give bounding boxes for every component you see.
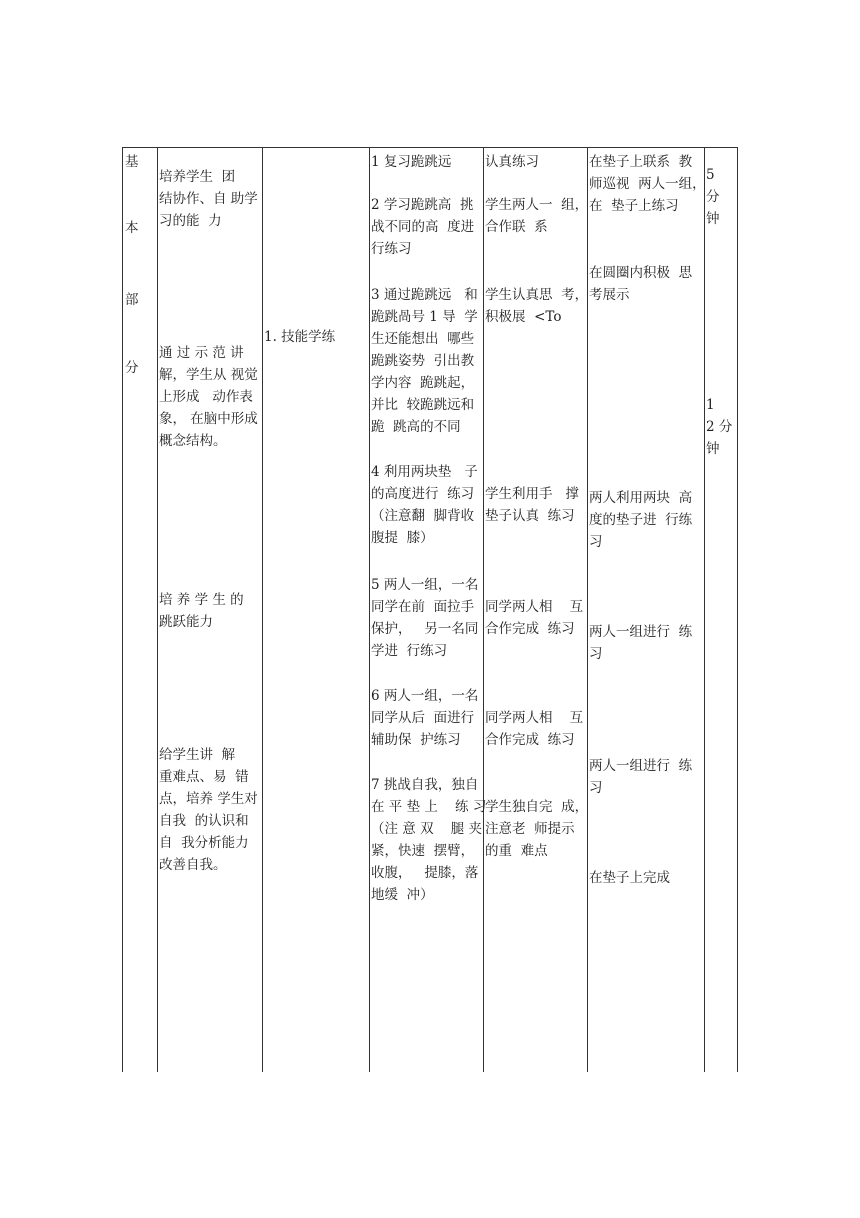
table-divider-3 [369, 147, 370, 1072]
student-line: 注意老 师提示 [485, 821, 575, 837]
step-line: 跪 跳高的不同 [371, 419, 461, 435]
student-line: 学生利用手 撑 [485, 486, 579, 502]
student-line: 合作联 系 [485, 219, 548, 235]
student-line: 学生认真思 考， [485, 287, 589, 303]
objective-block [159, 589, 262, 633]
objective-line: 解，学生从 视觉 [159, 367, 258, 383]
student-line: 合作完成 练习 [485, 621, 575, 637]
objective-line: 结协作、自 助学 [159, 191, 258, 207]
objective-block [159, 166, 262, 232]
objective-line: 点，培养 学生对 [159, 791, 258, 807]
organization-line: 在垫子上完成 [589, 870, 670, 886]
table-divider-2 [262, 147, 263, 1072]
table-border-left [122, 147, 123, 1072]
organization-line: 师巡视 两人一组， [589, 176, 706, 192]
student-line: 同学两人相 互 [485, 710, 584, 726]
table-divider-4 [483, 147, 484, 1072]
step-line: 紧，快速 摆臂， [371, 843, 475, 859]
section-label-char: 本 [125, 220, 139, 236]
step-line: 4 利用两块垫 子 [371, 464, 478, 480]
step-line: 1 复习跪跳远 [371, 154, 452, 170]
organization-block [589, 487, 692, 553]
time-line: 钟 [706, 211, 720, 227]
objective-line: 重难点、易 错 [159, 769, 249, 785]
table-divider-1 [157, 147, 158, 1072]
student-line: 认真练习 [485, 154, 539, 170]
objective-line: 概念结构。 [159, 433, 227, 449]
objective-block [159, 744, 262, 876]
step-line: 保护， 另一名同 [371, 621, 479, 637]
student-line: 学生独自完 成， [485, 799, 589, 815]
objective-line: 象， 在脑中形成 [159, 411, 258, 427]
objective-line: 自 我分析能力 [159, 835, 249, 851]
objective-line: 跳跃能力 [159, 614, 213, 630]
step-line: 3 通过跪跳远 和 [371, 287, 478, 303]
organization-block [589, 867, 670, 889]
step-line: 辅助保 护练习 [371, 732, 461, 748]
organization-line: 习 [589, 780, 603, 796]
step-block [371, 151, 451, 173]
student-line: 同学两人相 互 [485, 599, 584, 615]
objective-line: 习的能 力 [159, 213, 222, 229]
organization-block [589, 621, 692, 665]
organization-line: 在 垫子上练习 [589, 198, 679, 214]
table-divider-6 [704, 147, 705, 1072]
objective-block [159, 342, 262, 452]
table-border-top [122, 147, 738, 148]
organization-block [589, 151, 706, 217]
objective-line: 上形成 动作表 [159, 389, 253, 405]
student-line: 的重 难点 [485, 843, 548, 859]
organization-line: 考展示 [589, 287, 630, 303]
organization-line: 度的垫子进 行练 [589, 512, 693, 528]
step-line: 地缓 冲） [371, 887, 434, 903]
step-line: 行练习 [371, 241, 412, 257]
time-line: 分 [706, 189, 720, 205]
student-block [485, 284, 588, 328]
objective-line: 自我 的认识和 [159, 813, 249, 829]
organization-line: 两人利用两块 高 [589, 490, 693, 506]
time-block [706, 394, 732, 460]
step-line: 收腹， 提膝，落 [371, 865, 479, 881]
student-block [485, 596, 583, 640]
step-block [371, 685, 478, 751]
step-line: 在 平 垫 上 练 习 [371, 799, 487, 815]
step-block [371, 284, 478, 438]
step-line: 同学从后 面进行 [371, 710, 475, 726]
step-line: 5 两人一组，一名 [371, 577, 479, 593]
step-line: 7 挑战自我，独自 [371, 777, 479, 793]
step-line: （注意翻 脚背收 [371, 508, 475, 524]
step-line: 跪跳姿势 引出教 [371, 353, 475, 369]
section-label-char: 基 [125, 154, 139, 170]
time-line: 钟 [706, 441, 720, 457]
table-border-right [737, 147, 738, 1072]
step-line: 同学在前 面拉手 [371, 599, 475, 615]
step-block [371, 774, 486, 906]
student-line: 垫子认真 练习 [485, 508, 575, 524]
section-label-char: 部 [125, 292, 139, 308]
student-line: 合作完成 练习 [485, 732, 575, 748]
step-line: 2 学习跪跳高 挑 [371, 197, 474, 213]
organization-line: 两人一组进行 练 [589, 624, 693, 640]
step-line: （注 意 双 腿 夹 [371, 821, 483, 837]
student-block [485, 194, 588, 238]
student-block [485, 796, 588, 862]
organization-line: 习 [589, 534, 603, 550]
organization-line: 习 [589, 646, 603, 662]
step-block [371, 574, 478, 662]
step-block [371, 194, 474, 260]
objective-line: 通 过 示 范 讲 [159, 345, 244, 361]
student-line: 积极展 <To [485, 309, 562, 325]
student-line: 学生两人一 组， [485, 197, 589, 213]
step-line: 学内容 跪跳起， [371, 375, 475, 391]
step-line: 跪跳咼号 1 导 学 [371, 309, 478, 325]
organization-line: 在垫子上联系 教 [589, 154, 693, 170]
time-line: 2 分 [706, 419, 733, 435]
step-line: 并比 较跪跳远和 [371, 397, 475, 413]
student-block [485, 151, 539, 173]
step-line: 学进 行练习 [371, 643, 448, 659]
time-block [706, 164, 720, 230]
student-block [485, 483, 579, 527]
time-line: 1 [706, 397, 715, 413]
organization-line: 在圆圈内积极 思 [589, 265, 693, 281]
step-block [371, 461, 478, 549]
step-line: 战不同的高 度进 [371, 219, 475, 235]
step-line: 6 两人一组，一名 [371, 688, 479, 704]
objective-line: 培养学生 团 [159, 169, 236, 185]
step-line: 生还能想出 哪些 [371, 331, 475, 347]
content-title: 1. 技能学练 [264, 329, 336, 345]
step-line: 的高度进行 练习 [371, 486, 475, 502]
time-line: 5 [706, 167, 715, 183]
objective-line: 培 养 学 生 的 [159, 592, 244, 608]
student-block [485, 707, 583, 751]
organization-line: 两人一组进行 练 [589, 758, 693, 774]
step-line: 腹提 膝） [371, 530, 434, 546]
objective-line: 改善自我。 [159, 857, 227, 873]
section-label-char: 分 [125, 360, 139, 376]
organization-block [589, 755, 692, 799]
organization-block [589, 262, 692, 306]
objective-line: 给学生讲 解 [159, 747, 236, 763]
